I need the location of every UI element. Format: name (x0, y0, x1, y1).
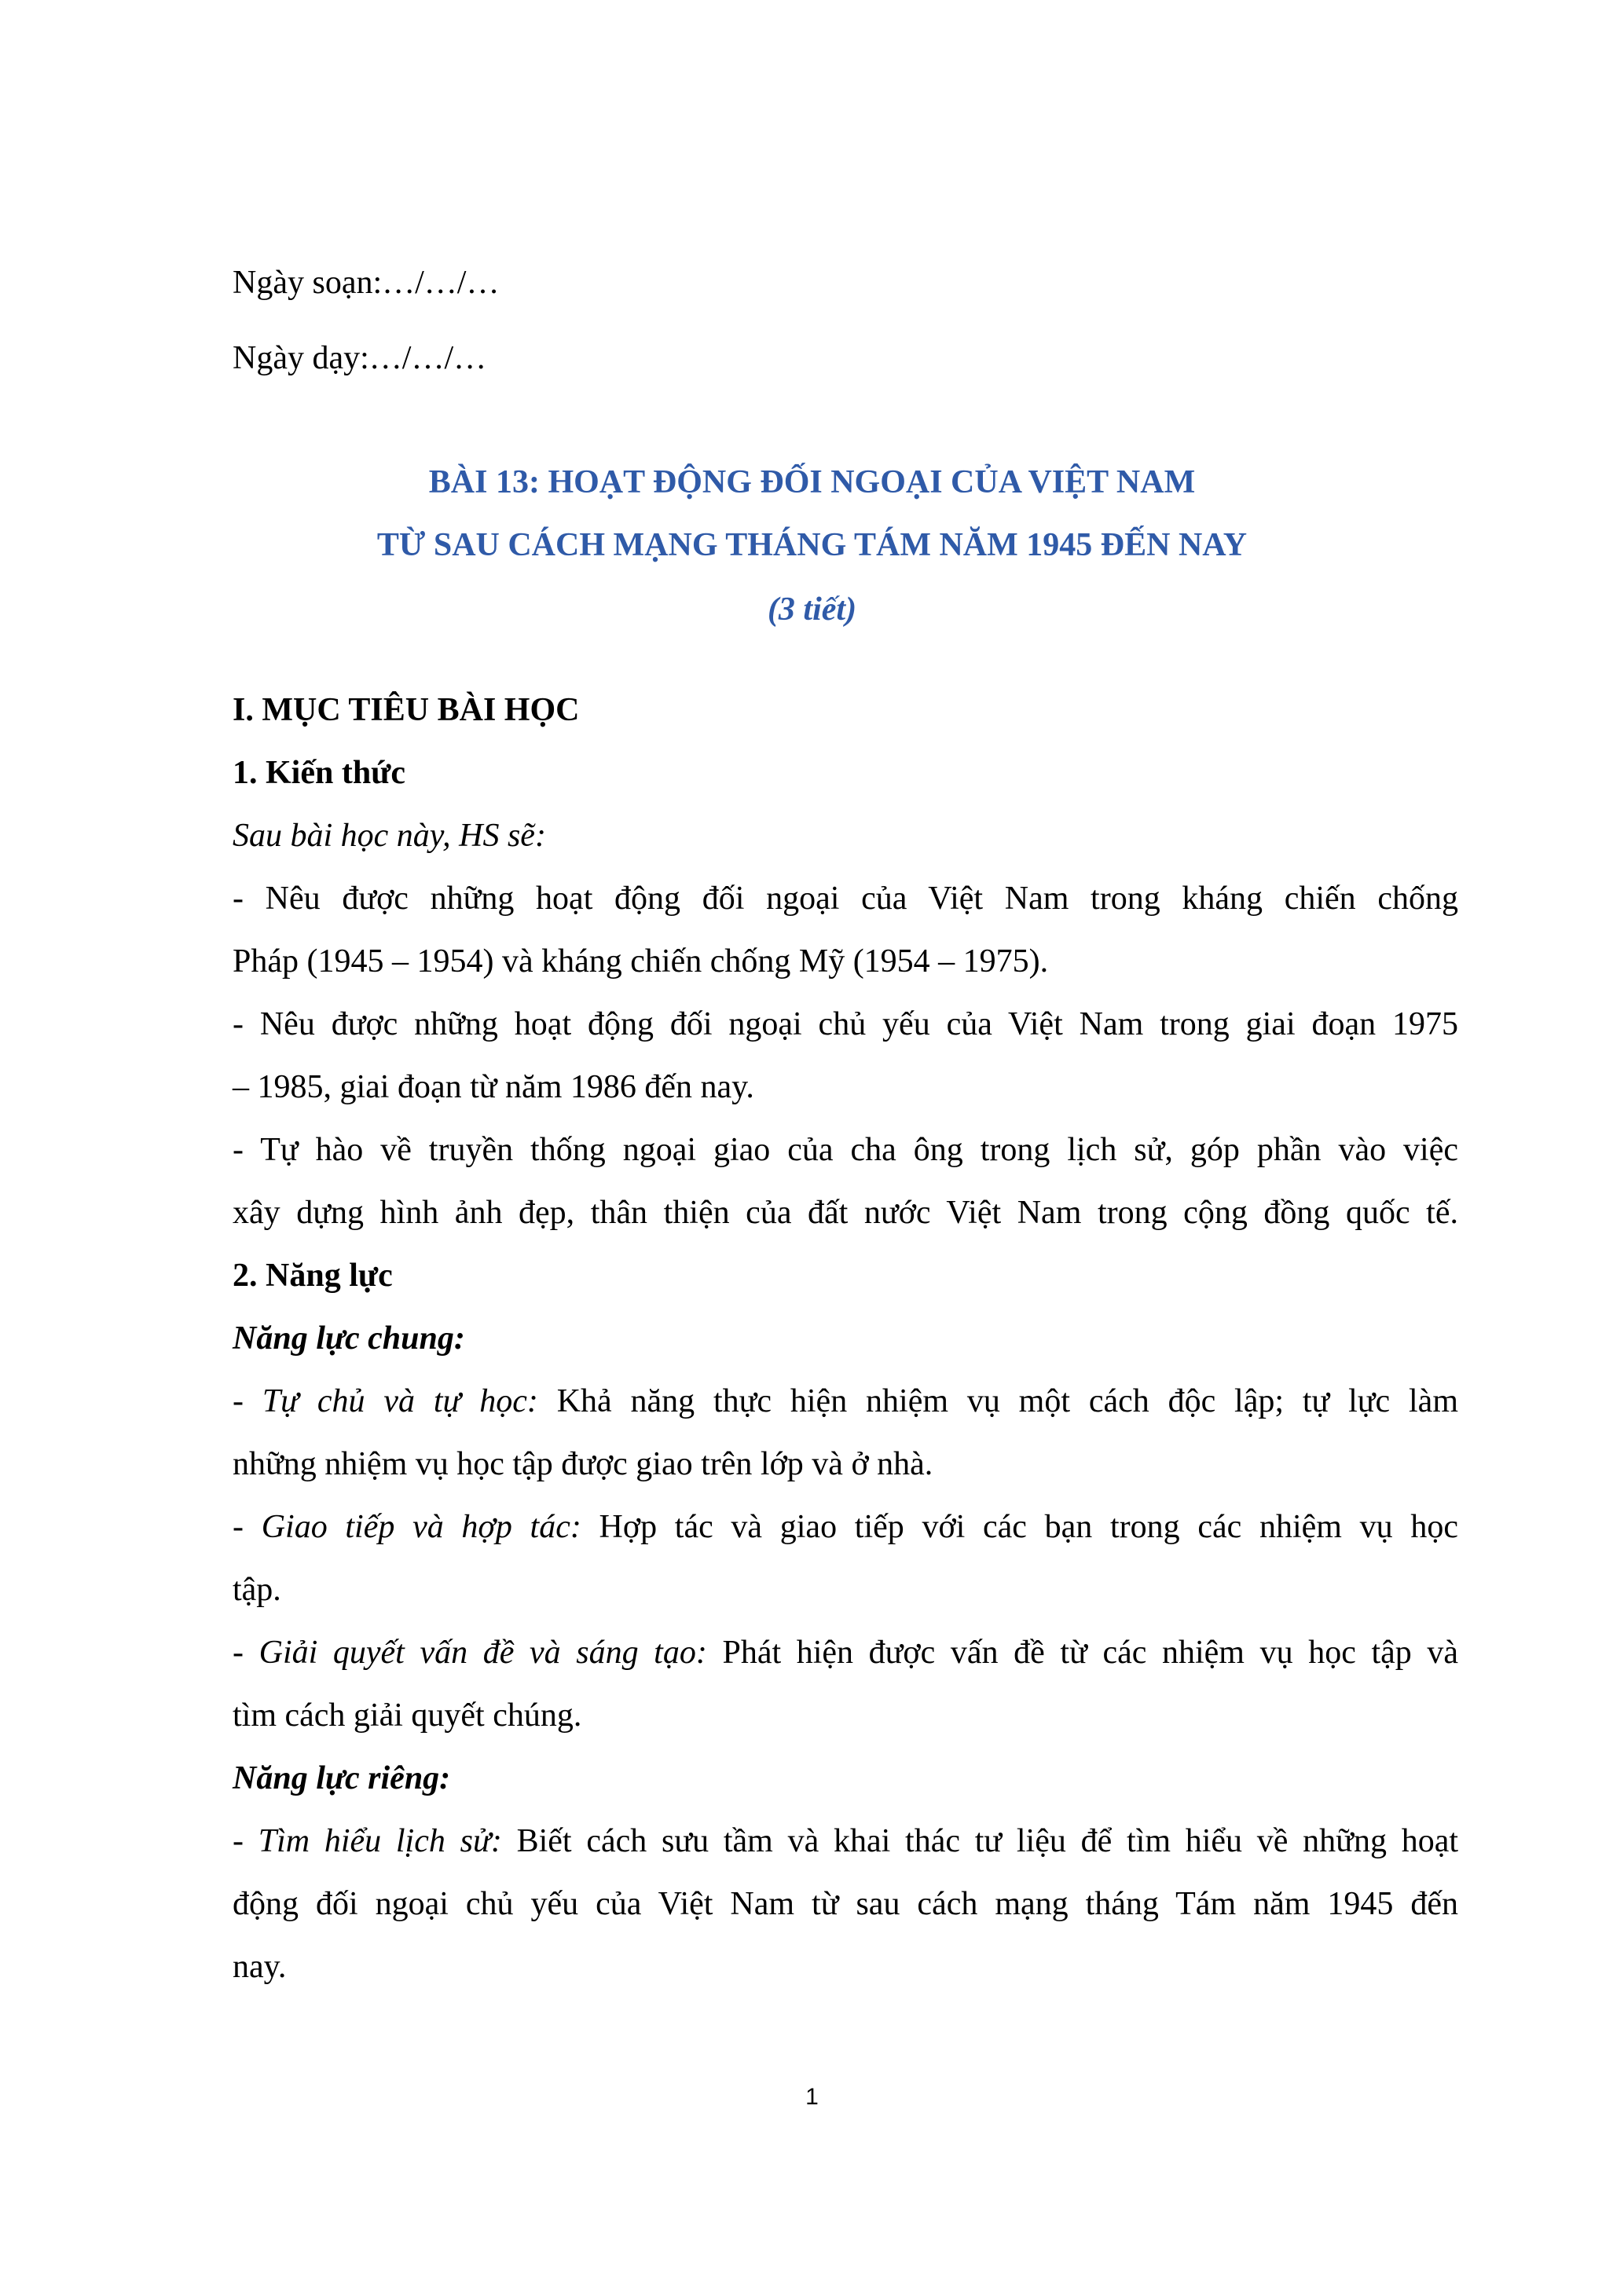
knowledge-line: Pháp (1945 – 1954) và kháng chiến chống Mỹ (1954 – 1975). (233, 943, 1049, 980)
history-text: Biết cách sưu tầm và khai thác tư liệu để tìm hiểu về những hoạt (516, 1823, 1459, 1859)
page-number: 1 (805, 2084, 819, 2110)
self-study-cont: những nhiệm vụ học tập được giao trên lớp và ở nhà. (233, 1446, 933, 1482)
history-cont-end: nay. (233, 1949, 287, 1985)
subheading-competence: 2. Năng lực (233, 1258, 393, 1294)
history-line: - Tìm hiểu lịch sử: Biết cách sưu tầm và khai thác tư liệu để tìm hiểu về những hoạt (233, 1823, 1459, 1859)
problem-solving-line: - Giải quyết vấn đề và sáng tạo: Phát hiện được vấn đề từ các nhiệm vụ học tập và (233, 1635, 1459, 1671)
communication-cont: tập. (233, 1572, 281, 1608)
self-study-text: Khả năng thực hiện nhiệm vụ một cách độc lập; tự lực làm (556, 1383, 1458, 1419)
section-heading-objectives: I. MỤC TIÊU BÀI HỌC (233, 692, 580, 728)
knowledge-line: xây dựng hình ảnh đẹp, thân thiện của đất nước Việt Nam trong cộng đồng quốc tế. (233, 1195, 1458, 1231)
subheading-knowledge: 1. Kiến thức (233, 755, 406, 791)
teach-date: Ngày dạy:…/…/… (233, 340, 487, 376)
problem-solving-label: Giải quyết vấn đề và sáng tạo: (258, 1635, 707, 1671)
lesson-duration: (3 tiết) (767, 591, 857, 628)
lesson-title-line2: TỪ SAU CÁCH MẠNG THÁNG TÁM NĂM 1945 ĐẾN NAY (376, 527, 1248, 563)
lesson-title-line1: BÀI 13: HOẠT ĐỘNG ĐỐI NGOẠI CỦA VIỆT NAM (428, 464, 1196, 500)
specific-competence-heading: Năng lực riêng: (233, 1760, 451, 1796)
knowledge-line: - Nêu được những hoạt động đối ngoại chủ yếu của Việt Nam trong giai đoạn 1975 (233, 1006, 1458, 1042)
problem-solving-text: Phát hiện được vấn đề từ các nhiệm vụ học tập và (722, 1635, 1459, 1671)
knowledge-intro: Sau bài học này, HS sẽ: (233, 818, 546, 854)
self-study-label: Tự chủ và tự học: (262, 1383, 538, 1419)
knowledge-line: – 1985, giai đoạn từ năm 1986 đến nay. (233, 1069, 754, 1105)
knowledge-line: - Nêu được những hoạt động đối ngoại của Việt Nam trong kháng chiến chống (233, 881, 1458, 917)
problem-solving-cont: tìm cách giải quyết chúng. (233, 1697, 582, 1734)
history-label: Tìm hiểu lịch sử: (258, 1823, 502, 1859)
self-study-line: - Tự chủ và tự học: Khả năng thực hiện nhiệm vụ một cách độc lập; tự lực làm (233, 1383, 1458, 1419)
knowledge-line: - Tự hào về truyền thống ngoại giao của cha ông trong lịch sử, góp phần vào việc (233, 1132, 1458, 1168)
communication-line: - Giao tiếp và hợp tác: Hợp tác và giao tiếp với các bạn trong các nhiệm vụ học (233, 1509, 1458, 1545)
general-competence-heading: Năng lực chung: (233, 1320, 465, 1357)
communication-text: Hợp tác và giao tiếp với các bạn trong các nhiệm vụ học (599, 1509, 1458, 1545)
history-cont: động đối ngoại chủ yếu của Việt Nam từ sau cách mạng tháng Tám năm 1945 đến (233, 1886, 1458, 1922)
prep-date: Ngày soạn:…/…/… (233, 265, 500, 301)
communication-label: Giao tiếp và hợp tác: (261, 1509, 581, 1545)
